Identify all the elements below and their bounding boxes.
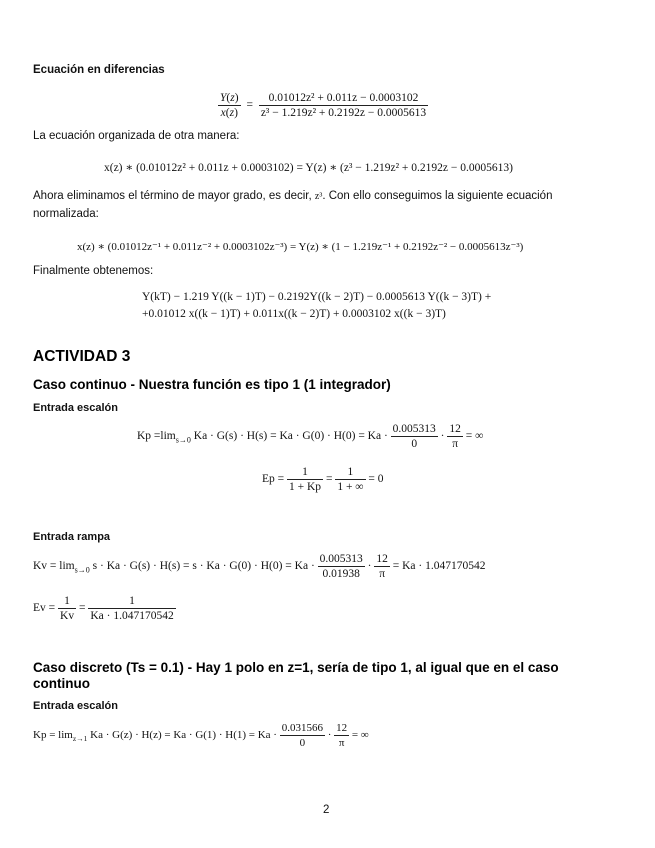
heading-caso-continuo: Caso continuo - Nuestra función es tipo 1 (1 integrador): [33, 377, 391, 392]
heading-entrada-escalon-1: Entrada escalón: [33, 402, 118, 414]
eliminamos-text-1: Ahora eliminamos el término de mayor grado, es decir,: [33, 190, 312, 202]
equation-4-line-2: +0.01012 x((k − 1)T) + 0.011x((k − 2)T) + 0.0003102 x((k − 3)T): [142, 308, 446, 320]
ep-num-2: 1: [335, 466, 365, 480]
kpd-mid: Ka · G(z) · H(z) = Ka · G(1) · H(1) = Ka ·: [90, 729, 277, 742]
kv-lhs: Kv = lim: [33, 560, 75, 573]
heading-caso-discreto: Caso discreto (Ts = 0.1) - Hay 1 polo en z=1, sería de tipo 1, al igual que en el caso continuo: [33, 660, 559, 691]
kv-mid: s · Ka · G(s) · H(s) = s · Ka · G(0) · H(0) = Ka ·: [92, 560, 315, 573]
ev-num-1: 1: [58, 595, 76, 609]
kp-num: 0.005313: [392, 423, 436, 435]
equation-kp-continuo: $Kp =\lim_{s\to 0}$ Ka · G(s) · H(s) = Ka · G(0) · H(0) = Ka · $\frac{0.005313}{0}$ · $\frac{12}{\pi}$ = ∞: [137, 423, 484, 450]
ep-result: = 0: [368, 473, 384, 486]
heading-ecuacion: Ecuación en diferencias: [33, 64, 165, 76]
equation-kp-discreto: $Kp = \lim_{z\to 1} Ka \cdot G(z) \cdot H(z) = Ka \cdot G(1) \cdot H(1) = Ka$ · $\frac{0.031566}{0}$ · $\frac{12}{\pi}$ = ∞: [33, 722, 369, 749]
paragraph-eliminamos: [33, 190, 552, 202]
kpd-lhs: Kp = lim: [33, 729, 73, 742]
kpd-pi: π: [338, 737, 345, 749]
equation-kv-continuo: $Kv = \lim_{s\to 0} s \cdot Ka \cdot G(s) \cdot H(s) = s \cdot Ka \cdot G(0) \cdot H(0) = Ka$ · $\frac{0.005313}{0.01938}$ · $\frac{12}{\pi}$ = Ka · 1.047170542: [33, 553, 486, 580]
kpd-frac: [280, 722, 325, 749]
kv-result: = Ka · 1.047170542: [392, 560, 486, 573]
kp-lhs: Kp =lim: [137, 430, 176, 443]
ev-lhs: Ev =: [33, 602, 56, 615]
paragraph-organizada: La ecuación organizada de otra manera:: [33, 130, 240, 142]
kp-sub: s→0: [175, 435, 191, 445]
ep-frac-1: [287, 466, 323, 493]
kpd-num: 0.031566: [281, 722, 323, 734]
equation-3: x(z) ∗ (0.01012z⁻¹ + 0.011z⁻² + 0.0003102z⁻³) = Y(z) ∗ (1 − 1.219z⁻¹ + 0.2192z⁻² − 0.0005613z⁻³): [77, 241, 524, 253]
ev-frac-2: [88, 595, 175, 622]
kv-pi: π: [379, 568, 386, 580]
kp-pi: π: [452, 438, 459, 450]
kv-den: 0.01938: [322, 568, 360, 580]
kv-pi-frac: [374, 553, 390, 580]
equation-4-line-1: Y(kT) − 1.219 Y((k − 1)T) − 0.2192Y((k − 2)T) − 0.0005613 Y((k − 3)T) +: [142, 291, 492, 303]
equation-ev-continuo: Ev = $\frac{1}{Kv}$ = $\frac{1}{Ka \cdot 1.047170542}$: [33, 595, 174, 622]
kp-den: 0: [411, 438, 418, 450]
z3-inline: z³: [314, 191, 323, 202]
ev-num-2: 1: [88, 595, 175, 609]
kpd-pi-frac: [334, 722, 349, 749]
equation-ep-continuo: Ep = $\frac{1}{1 + Kp}$ = $\frac{1}{1 + \infty}$ = 0: [262, 466, 384, 493]
ep-den-2: 1 + ∞: [337, 481, 364, 493]
tf-lhs: $\frac{Y(z)}{x(z)}$: [220, 92, 239, 119]
page-number: 2: [323, 804, 330, 816]
kpd-twelve: 12: [336, 722, 348, 734]
ep-lhs: Ep =: [262, 473, 285, 486]
kp-mid: Ka · G(s) · H(s) = Ka · G(0) · H(0) = Ka ·: [193, 430, 388, 443]
ev-frac-1: [58, 595, 76, 622]
kv-twelve: 12: [376, 553, 388, 565]
ev-den-2: Ka · 1.047170542: [90, 610, 174, 622]
kpd-sub: z→1: [72, 734, 88, 744]
equation-2: x(z) ∗ (0.01012z² + 0.011z + 0.0003102) = Y(z) ∗ (z³ − 1.219z² + 0.2192z − 0.0005613): [104, 162, 513, 174]
eliminamos-text-2: . Con ello conseguimos la siguiente ecuación: [322, 190, 553, 202]
ep-frac-2: [335, 466, 365, 493]
kv-frac: [318, 553, 365, 580]
kv-sub: s→0: [74, 565, 90, 575]
paragraph-normalizada: normalizada:: [33, 208, 99, 220]
ep-num-1: 1: [287, 466, 323, 480]
heading-actividad: ACTIVIDAD 3: [33, 348, 131, 365]
kp-twelve: 12: [449, 423, 461, 435]
paragraph-finalmente: Finalmente obtenemos:: [33, 265, 154, 277]
heading-entrada-rampa: Entrada rampa: [33, 531, 111, 543]
kpd-den: 0: [299, 737, 306, 749]
heading-entrada-escalon-2: Entrada escalón: [33, 700, 118, 712]
tf-denominator: z³ − 1.219z² + 0.2192z − 0.0005613: [260, 107, 427, 119]
ev-den-1: Kv: [60, 610, 75, 622]
kp-result: = ∞: [465, 430, 484, 443]
kpd-result: = ∞: [351, 729, 369, 742]
tf-numerator: 0.01012z² + 0.011z − 0.0003102: [259, 92, 428, 106]
kp-frac: [391, 423, 438, 450]
transfer-function: $\frac{Y(z)}{x(z)}$ = $\frac{\text{0.01012z² + 0.011z − 0.0003102}}{\text{z³ − 1.219z² + 0.2192z − 0.0005613}}$: [220, 92, 427, 119]
tf-rhs: [259, 92, 428, 119]
kp-pi-frac: [447, 423, 463, 450]
ep-den-1: 1 + Kp: [289, 481, 322, 493]
kv-num: 0.005313: [319, 553, 363, 565]
